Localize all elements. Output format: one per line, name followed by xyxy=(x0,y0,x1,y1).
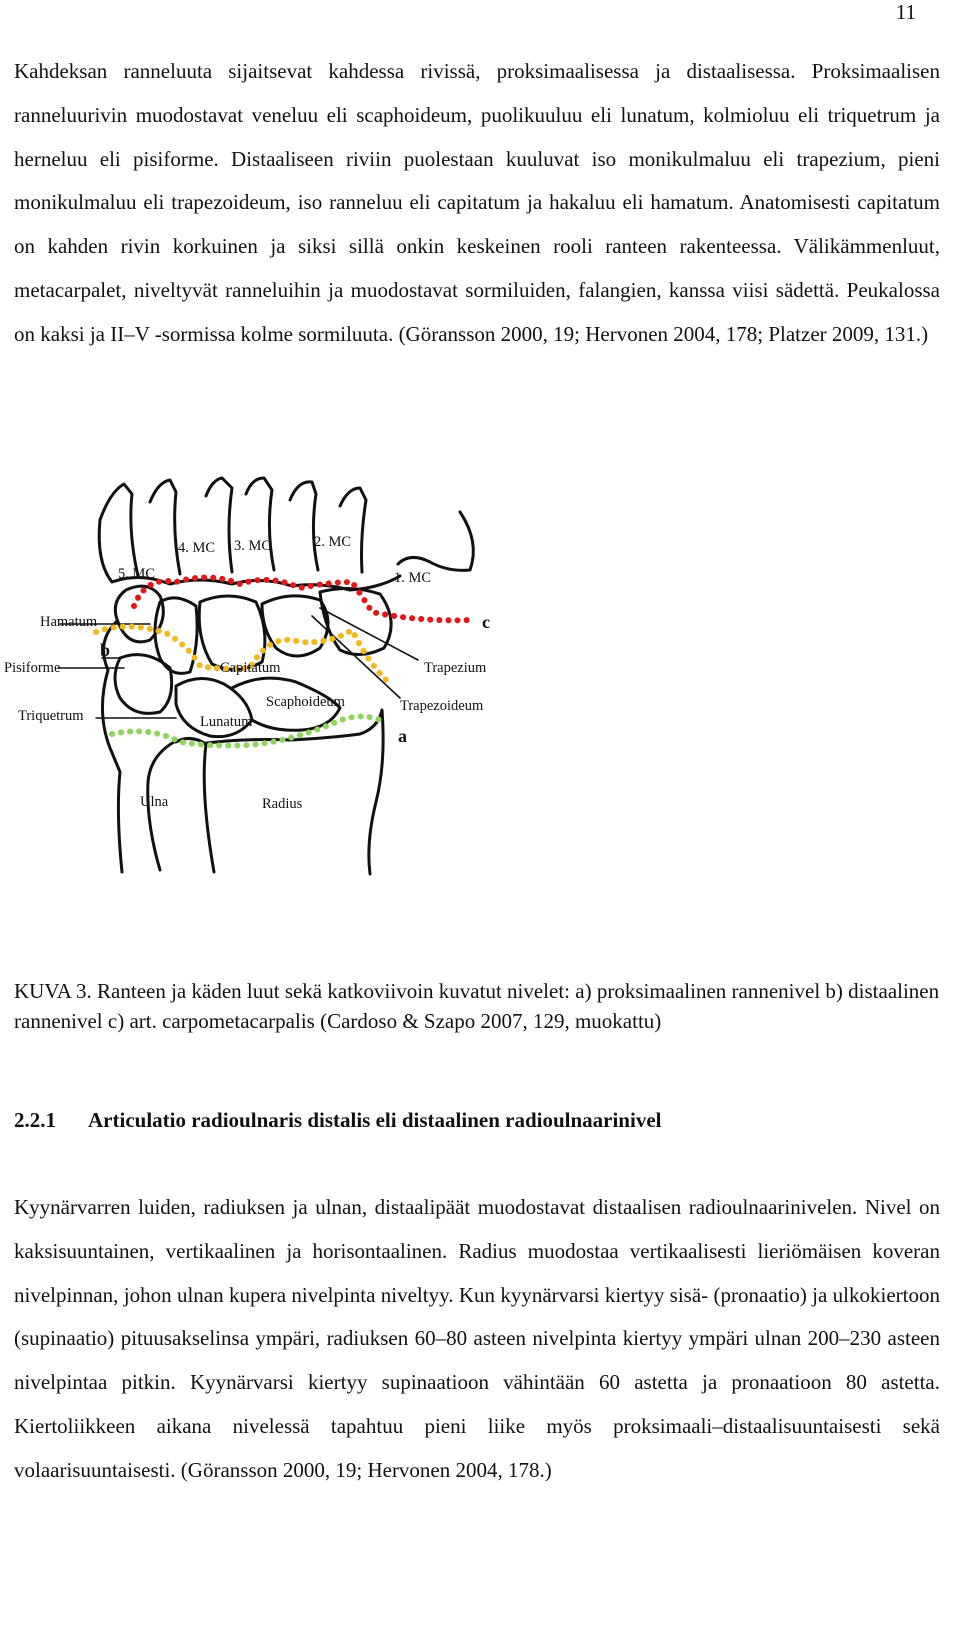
section-title: Articulatio radioulnaris distalis eli distaalinen radioulnaarinivel xyxy=(88,1108,662,1132)
label-trapezium: Trapezium xyxy=(424,660,487,676)
label-radius: Radius xyxy=(262,796,303,812)
page-number: 11 xyxy=(895,0,916,24)
label-hamatum: Hamatum xyxy=(40,614,98,630)
label-triquetrum: Triquetrum xyxy=(18,708,84,724)
paragraph-radioulnar-joint: Kyynärvarren luiden, radiuksen ja ulnan, distaalipäät muodostavat distaalisen radioulnaarinivelen. Nivel on kaksisuuntainen, vertikaalinen ja horisontaalinen. Radius muodostaa vertikaalisesti lieriömäisen koveran nivelpinnan, johon ulnan kupera nivelpinta niveltyy. Kun kyynärvarsi kiertyy sisä- (pronaatio) ja ulkokiertoon (supinaatio) pituusakselinsa ympäri, radiuksen 60–80 asteen nivelpinta kiertyy ympäri ulnan 200–230 asteen nivelpintaa pitkin. Kyynärvarsi kiertyy supinaatioon vähintään 60 astetta ja pronaatioon 80 astetta. Kiertoliikkeen aikana nivelessä tapahtuu pieni liike myös proksimaali–distaalisuuntaisesti sekä volaarisuuntaisesti. (Göransson 2000, 19; Hervonen 2004, 178.) xyxy=(14,1195,940,1482)
label-ulna: Ulna xyxy=(140,794,169,810)
label-lunatum: Lunatum xyxy=(200,714,253,730)
label-c: c xyxy=(482,612,490,632)
label-trapezoideum: Trapezoideum xyxy=(400,698,484,714)
section-heading xyxy=(14,1108,661,1133)
wrist-anatomy-figure xyxy=(0,472,520,882)
label-scaphoideum: Scaphoideum xyxy=(266,694,345,710)
label-mc4: 4. MC xyxy=(178,540,216,556)
section-number: 2.2.1 xyxy=(14,1108,56,1132)
figure-caption: KUVA 3. Ranteen ja käden luut sekä katkoviivoin kuvatut nivelet: a) proksimaalinen rannenivel b) distaalinen rannenivel c) art. carpometacarpalis (Cardoso & Szapo 2007, 129, muokattu) xyxy=(14,979,940,1033)
label-pisiforme: Pisiforme xyxy=(4,660,61,676)
paragraph-carpal-bones: Kahdeksan ranneluuta sijaitsevat kahdessa rivissä, proksimaalisessa ja distaalisessa. Proksimaalisen ranneluurivin muodostavat veneluu eli scaphoideum, puolikuuluu eli lunatum, kolmioluu eli triquetrum ja herneluu eli pisiforme. Distaaliseen riviin puolestaan kuuluvat iso monikulmaluu eli trapezium, pieni monikulmaluu eli trapezoideum, iso ranneluu eli capitatum ja hakaluu eli hamatum. Anatomisesti capitatum on kahden rivin korkuinen ja siksi sillä onkin keskeinen rooli ranteen rakenteessa. Välikämmenluut, metacarpalet, niveltyvät ranneluihin ja muodostavat sormiluiden, falangien, kanssa viisi sädettä. Peukalossa on kaksi ja II–V -sormissa kolme sormiluuta. (Göransson 2000, 19; Hervonen 2004, 178; Platzer 2009, 131.) xyxy=(14,59,940,346)
label-mc1: 1. MC xyxy=(394,570,432,586)
label-b: b xyxy=(100,640,111,660)
label-mc3: 3. MC xyxy=(234,538,272,554)
label-a: a xyxy=(398,726,407,746)
label-capitatum: Capitatum xyxy=(220,660,281,676)
label-mc5: 5. MC xyxy=(118,566,156,582)
label-mc2: 2. MC xyxy=(314,534,352,550)
wrist-anatomy-drawing xyxy=(0,472,520,882)
